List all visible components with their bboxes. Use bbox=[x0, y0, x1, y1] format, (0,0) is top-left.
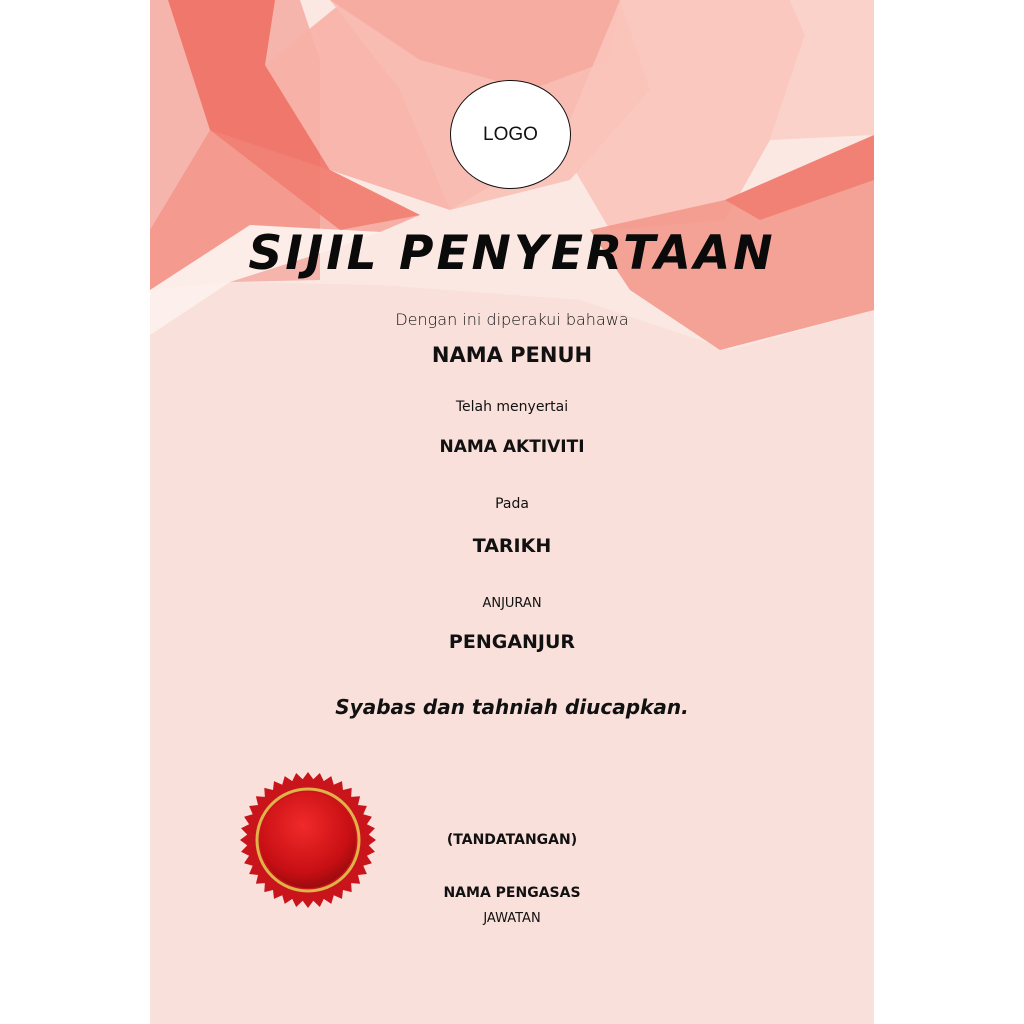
logo-text: LOGO bbox=[483, 123, 538, 145]
position-title: JAWATAN bbox=[483, 911, 541, 926]
signature-line: (TANDATANGAN) bbox=[446, 832, 578, 848]
date-label: Pada bbox=[495, 496, 529, 512]
organized-label: ANJURAN bbox=[482, 596, 542, 611]
certificate-page bbox=[150, 0, 874, 1024]
logo-placeholder bbox=[450, 80, 571, 189]
date-value: TARIKH bbox=[472, 535, 552, 557]
founder-name: NAMA PENGASAS bbox=[443, 885, 581, 901]
activity-name: NAMA AKTIVITI bbox=[439, 437, 585, 457]
full-name: NAMA PENUH bbox=[431, 343, 593, 367]
participated-label: Telah menyertai bbox=[455, 399, 569, 415]
certificate-title: SIJIL PENYERTAAN bbox=[248, 226, 776, 281]
congratulations-text: Syabas dan tahniah diucapkan. bbox=[335, 695, 689, 719]
organizer-name: PENGANJUR bbox=[448, 631, 576, 653]
intro-text: Dengan ini diperakui bahawa bbox=[395, 310, 629, 329]
